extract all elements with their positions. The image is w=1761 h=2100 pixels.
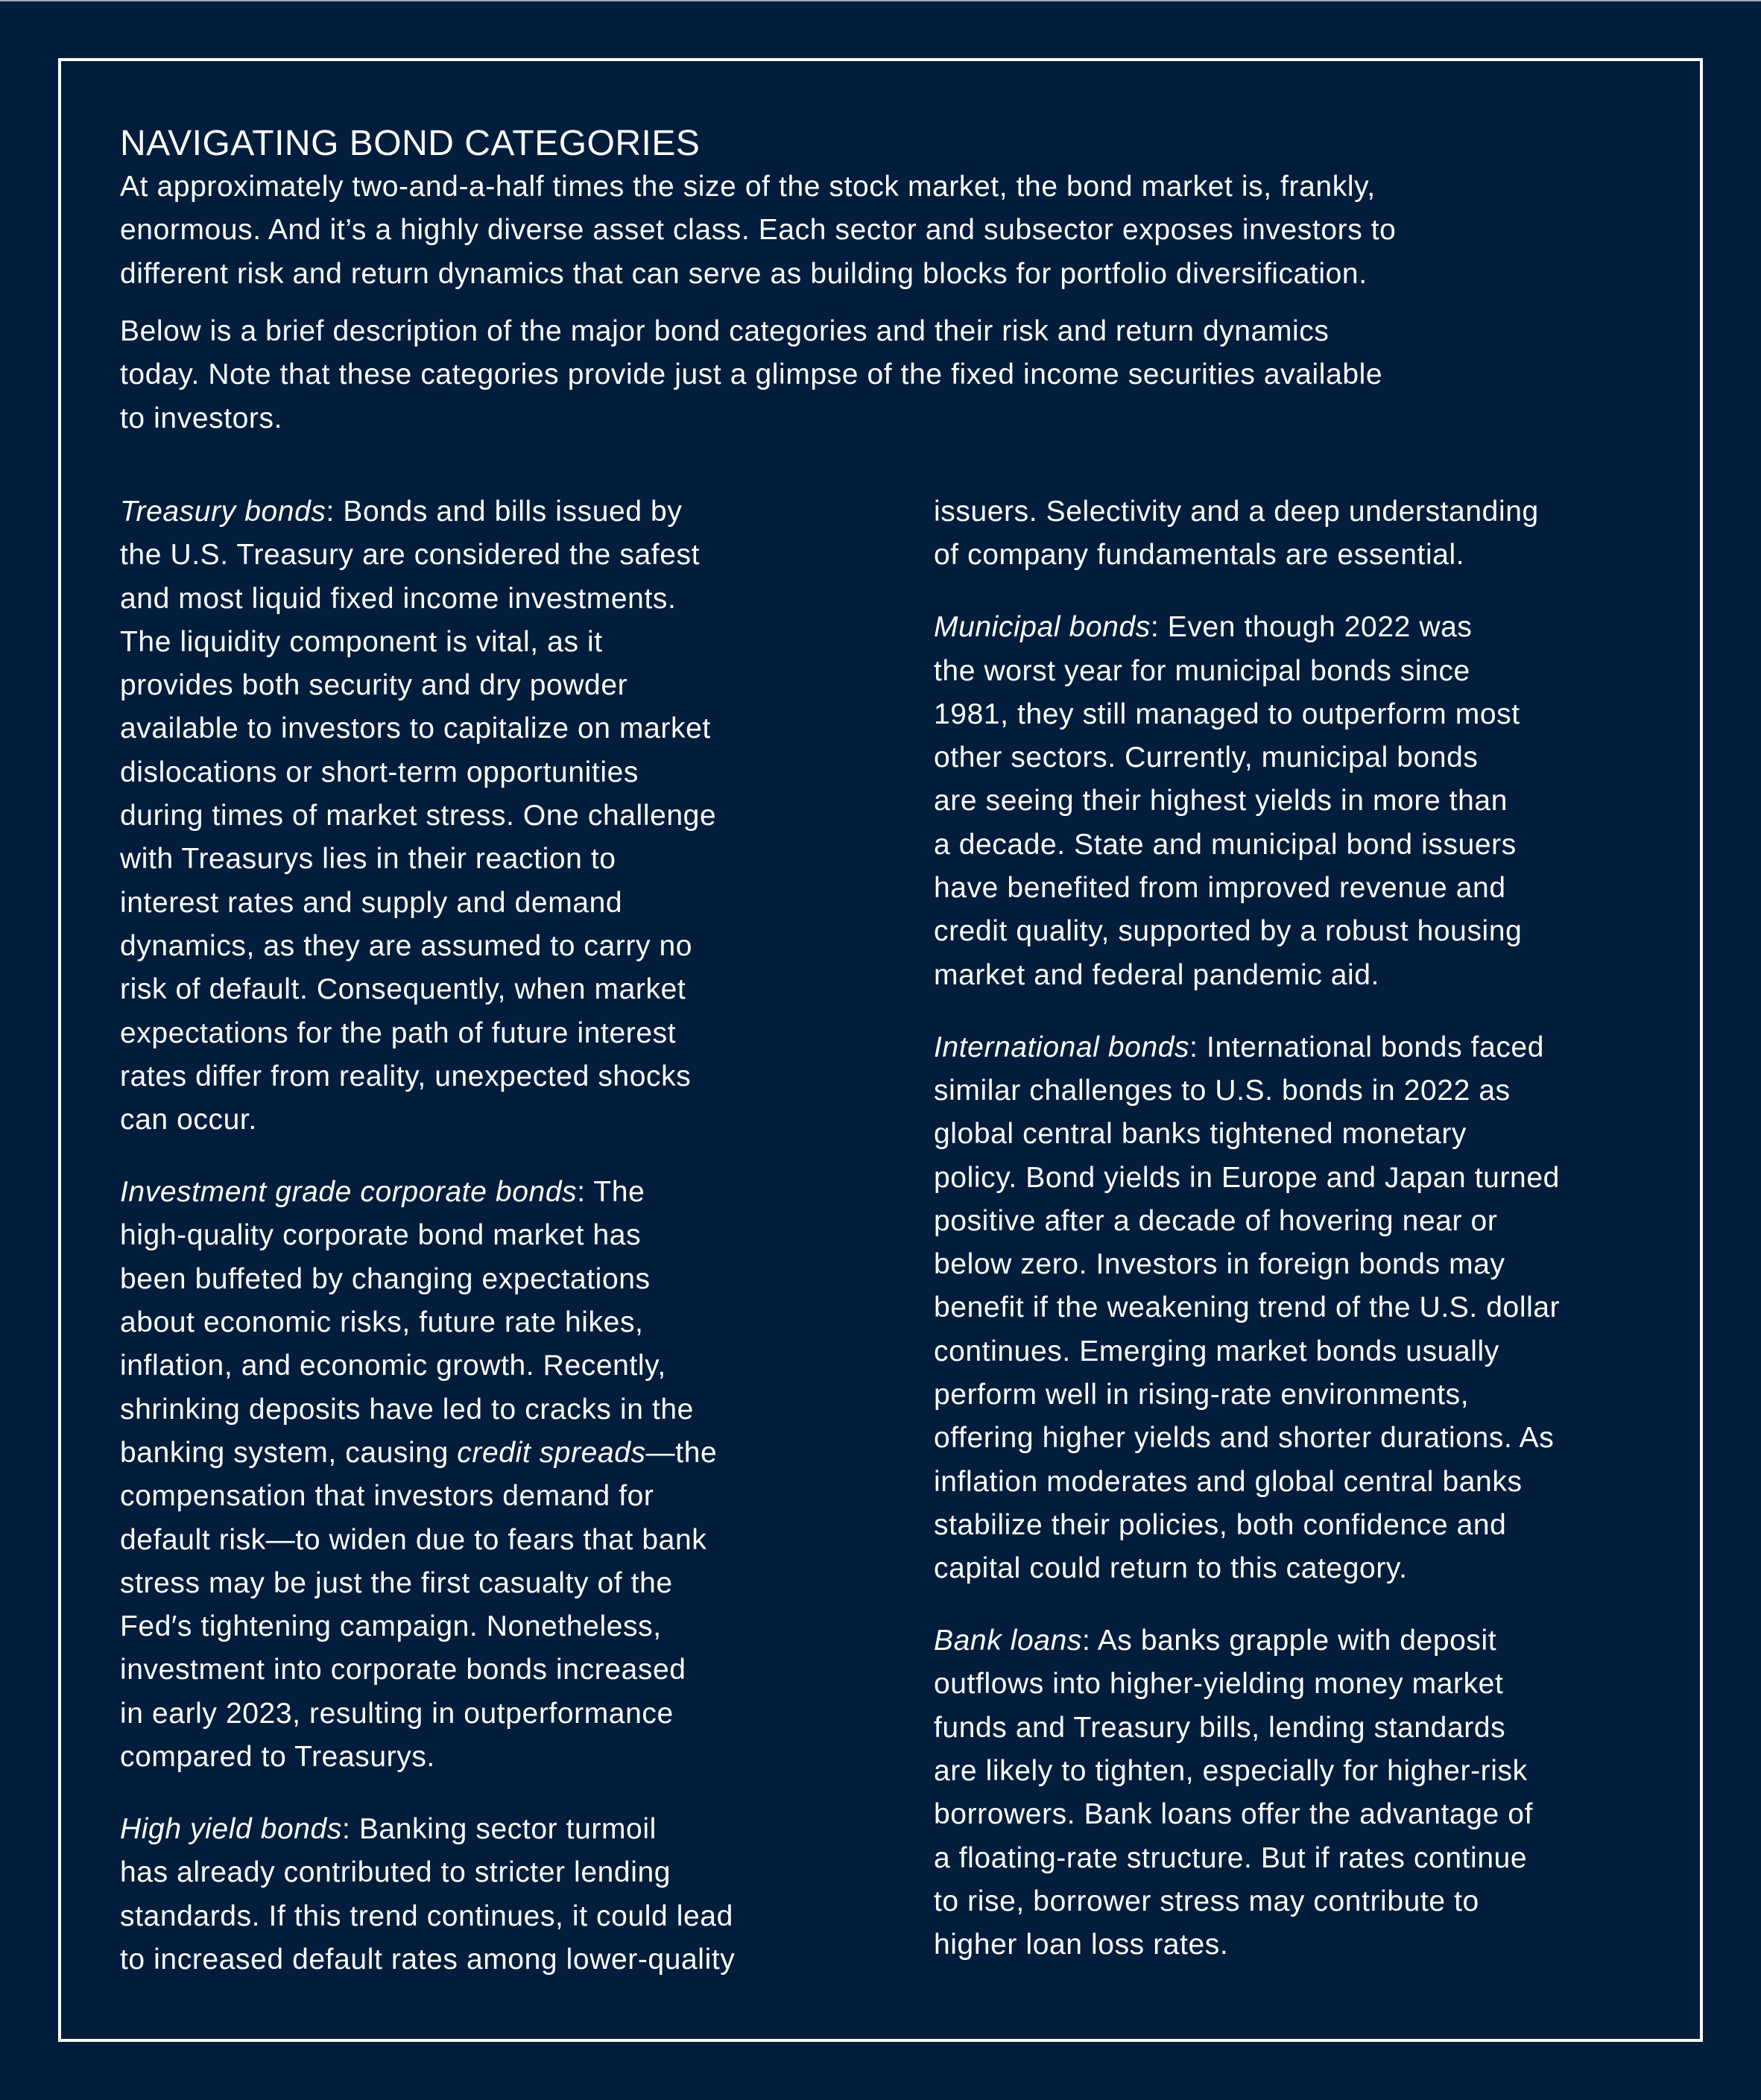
intro-paragraph-1	[120, 165, 1396, 296]
text-line: available to investors to capitalize on market	[120, 712, 711, 745]
text-line: 1981, they still managed to outperform most	[934, 698, 1520, 730]
category-high-yield-bonds-continued	[934, 490, 1560, 578]
text-line: credit quality, supported by a robust housing	[934, 915, 1523, 948]
text-line: market and federal pandemic aid.	[934, 958, 1380, 991]
category-name: Treasury bonds	[120, 496, 326, 528]
text-line: higher loan loss rates.	[934, 1929, 1229, 1961]
text-line: The liquidity component is vital, as it	[120, 625, 603, 658]
category-text: : Bonds and bills issued by	[326, 496, 683, 528]
text-line: shrinking deposits have led to cracks in the	[120, 1393, 694, 1426]
text-line: of company fundamentals are essential.	[934, 539, 1465, 572]
text-line: have benefited from improved revenue and	[934, 872, 1506, 905]
text-line: compensation that investors demand for	[120, 1480, 654, 1513]
text-line: dynamics, as they are assumed to carry no	[120, 929, 693, 962]
text-line: in early 2023, resulting in outperformance	[120, 1697, 674, 1730]
text-line: and most liquid fixed income investments.	[120, 582, 677, 615]
category-text: : The	[577, 1176, 645, 1209]
category-international-bonds	[934, 1026, 1560, 1591]
text-line: dislocations or short-term opportunities	[120, 756, 639, 788]
text-line: capital could return to this category.	[934, 1552, 1408, 1585]
text-line: issuers. Selectivity and a deep understanding	[934, 496, 1539, 528]
text-line: high-quality corporate bond market has	[120, 1219, 642, 1252]
text-line	[934, 1026, 1560, 1069]
category-text: : International bonds faced	[1189, 1031, 1545, 1063]
text-line: global central banks tightened monetary	[934, 1118, 1467, 1151]
text-line: a floating-rate structure. But if rates continue	[934, 1841, 1528, 1874]
text-line: At approximately two-and-a-half times the size of the stock market, the bond market is, frankly,	[120, 171, 1376, 203]
text-line: Below is a brief description of the major bond categories and their risk and return dynamics	[120, 315, 1330, 347]
page-title: NAVIGATING BOND CATEGORIES	[120, 124, 701, 163]
text-line: other sectors. Currently, municipal bonds	[934, 741, 1479, 774]
text-line: about economic risks, future rate hikes,	[120, 1306, 644, 1339]
category-bank-loans	[934, 1619, 1560, 1967]
text-line	[120, 1808, 735, 1851]
text-line: continues. Emerging market bonds usually	[934, 1335, 1499, 1367]
text-line: the worst year for municipal bonds since	[934, 654, 1470, 687]
text-line: today. Note that these categories provide just a glimpse of the fixed income securities available	[120, 358, 1383, 391]
text-line	[934, 1619, 1560, 1663]
text-line: funds and Treasury bills, lending standards	[934, 1711, 1506, 1744]
text-line	[120, 1432, 735, 1475]
term-credit-spreads: credit spreads	[457, 1436, 646, 1469]
text-line: interest rates and supply and demand	[120, 886, 623, 919]
intro-paragraph-2	[120, 310, 1382, 440]
text-line: are seeing their highest yields in more than	[934, 785, 1508, 817]
category-text: : As banks grapple with deposit	[1081, 1625, 1497, 1657]
category-text: : Banking sector turmoil	[341, 1812, 657, 1845]
text-line: offering higher yields and shorter durations. As	[934, 1422, 1555, 1455]
text-line: inflation, and economic growth. Recently,	[120, 1350, 666, 1382]
text-fragment: —the	[645, 1436, 718, 1469]
text-line: standards. If this trend continues, it could lead	[120, 1900, 733, 1932]
text-line: been buffeted by changing expectations	[120, 1262, 651, 1295]
text-fragment: banking system, causing	[120, 1436, 458, 1469]
text-line: policy. Bond yields in Europe and Japan turned	[934, 1161, 1560, 1194]
text-line: investment into corporate bonds increased	[120, 1654, 686, 1686]
text-line	[120, 1171, 735, 1214]
left-column	[120, 490, 735, 1982]
text-line: expectations for the path of future interest	[120, 1016, 677, 1049]
text-line: enormous. And it’s a highly diverse asset class. Each sector and subsector exposes investors to	[120, 214, 1397, 247]
text-line: a decade. State and municipal bond issuers	[934, 828, 1517, 861]
text-line: to rise, borrower stress may contribute to	[934, 1885, 1479, 1917]
text-line: to investors.	[120, 402, 283, 434]
text-line: provides both security and dry powder	[120, 669, 628, 702]
text-line: Fed′s tightening campaign. Nonetheless,	[120, 1610, 662, 1643]
text-line: during times of market stress. One challenge	[120, 800, 717, 832]
category-name: High yield bonds	[120, 1812, 342, 1845]
category-high-yield-bonds	[120, 1808, 735, 1982]
text-line	[120, 490, 735, 534]
text-line: positive after a decade of hovering near or	[934, 1204, 1498, 1237]
text-line: stabilize their policies, both confidence and	[934, 1508, 1507, 1541]
category-name: International bonds	[934, 1031, 1190, 1063]
category-treasury-bonds	[120, 490, 735, 1142]
text-line: different risk and return dynamics that can serve as building blocks for portfolio diversification.	[120, 257, 1368, 290]
text-line	[934, 606, 1560, 649]
text-line: are likely to tighten, especially for higher-risk	[934, 1755, 1528, 1788]
content-frame	[58, 58, 1703, 2042]
category-municipal-bonds	[934, 606, 1560, 997]
text-line: inflation moderates and global central banks	[934, 1465, 1523, 1498]
text-line: the U.S. Treasury are considered the safest	[120, 539, 701, 572]
text-line: borrowers. Bank loans offer the advantage of	[934, 1798, 1534, 1831]
text-line: default risk—to widen due to fears that bank	[120, 1523, 707, 1556]
text-line: can occur.	[120, 1104, 257, 1136]
text-line: risk of default. Consequently, when market	[120, 973, 686, 1006]
text-line: with Treasurys lies in their reaction to	[120, 843, 616, 876]
text-line: to increased default rates among lower-quality	[120, 1943, 736, 1976]
text-line: below zero. Investors in foreign bonds may	[934, 1248, 1505, 1281]
category-name: Municipal bonds	[934, 611, 1151, 644]
text-line: compared to Treasurys.	[120, 1741, 435, 1773]
text-line: has already contributed to stricter lending	[120, 1856, 671, 1889]
category-text: : Even though 2022 was	[1150, 611, 1473, 644]
text-line: rates differ from reality, unexpected shocks	[120, 1060, 692, 1092]
top-edge-line	[0, 0, 1761, 1]
right-column	[934, 490, 1560, 1967]
category-name: Bank loans	[934, 1625, 1082, 1657]
text-line: similar challenges to U.S. bonds in 2022 as	[934, 1074, 1511, 1107]
category-name: Investment grade corporate bonds	[120, 1176, 578, 1209]
text-line: outflows into higher-yielding money market	[934, 1668, 1504, 1701]
text-line: benefit if the weakening trend of the U.S. dollar	[934, 1291, 1561, 1324]
text-line: perform well in rising-rate environments,	[934, 1379, 1470, 1411]
category-investment-grade-corporate-bonds	[120, 1171, 735, 1779]
text-line: stress may be just the first casualty of the	[120, 1566, 673, 1599]
